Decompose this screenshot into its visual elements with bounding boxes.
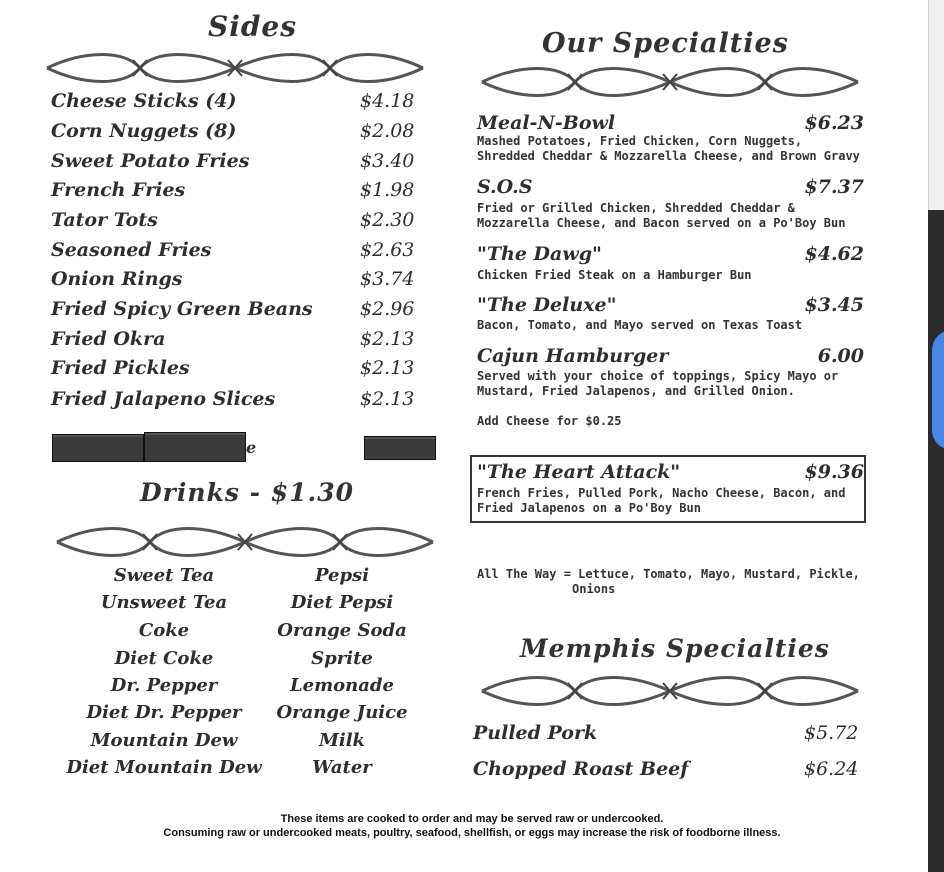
all-the-way-line2: Onions [572,582,616,596]
side-price: $2.13 [360,328,415,350]
specialty-name: "The Deluxe" [477,294,617,316]
drink-item: Diet Dr. Pepper [86,702,242,723]
memphis-item: Pulled Pork [473,722,598,744]
side-item: Fried Pickles [51,357,190,379]
specialties-title: Our Specialties [542,28,789,59]
disclaimer-line1: These items are cooked to order and may be served raw or undercooked. [280,813,664,825]
side-item: Cheese Sticks (4) [51,90,237,112]
side-item: Tator Tots [51,209,158,231]
drink-item: Sprite [311,648,373,669]
memphis-price: $6.24 [804,758,859,780]
memphis-item: Chopped Roast Beef [473,758,689,780]
specialty-description: Served with your choice of toppings, Spicy Mayo or Mustard, Fried Jalapenos, and Grilled Onion. [477,369,839,398]
specialty-description: Fried or Grilled Chicken, Shredded Cheddar & Mozzarella Cheese, and Bacon served on a Po'Boy Bun [477,201,846,230]
side-price: $3.40 [360,150,415,172]
side-item: Corn Nuggets (8) [51,120,237,142]
specialty-price: $6.23 [804,112,864,134]
specialty-description: Mashed Potatoes, Fried Chicken, Corn Nuggets, Shredded Cheddar & Mozzarella Cheese, and Brown Gravy [477,134,860,163]
specialty-name: Meal-N-Bowl [477,112,616,134]
specialty-price: $7.37 [804,176,864,198]
barbed-wire-divider-specialties [480,64,860,100]
drink-item: Pepsi [314,565,370,586]
drink-item: Coke [138,620,190,641]
specialty-name: Cajun Hamburger [477,345,669,367]
heart-attack-name: "The Heart Attack" [477,461,681,483]
side-price: $2.13 [360,357,415,379]
side-price: $1.98 [360,179,415,201]
side-price: $2.96 [360,298,415,320]
add-cheese-note: Add Cheese for $0.25 [477,414,622,428]
side-price: $3.74 [360,268,415,290]
drink-item: Milk [318,730,366,751]
window-edge [928,0,944,210]
side-price: $2.13 [360,388,415,410]
redacted-block [52,434,144,462]
disclaimer-line2: Consuming raw or undercooked meats, poultry, seafood, shellfish, or eggs may increase the risk of foodborne illness. [163,827,781,839]
specialty-name: "The Dawg" [477,243,602,265]
all-the-way-line1: All The Way = Lettuce, Tomato, Mayo, Mustard, Pickle, [477,567,860,581]
heart-attack-price: $9.36 [804,461,864,483]
heart-attack-description: French Fries, Pulled Pork, Nacho Cheese, Bacon, and Fried Jalapenos on a Po'Boy Bun [477,486,846,515]
sides-title: Sides [208,10,298,43]
specialty-description: Bacon, Tomato, and Mayo served on Texas Toast [477,318,803,332]
drink-item: Diet Pepsi [290,592,394,613]
drinks-title: Drinks - $1.30 [140,478,354,507]
barbed-wire-divider-memphis [480,673,860,709]
specialty-name: S.O.S [477,176,533,198]
side-item: French Fries [51,179,186,201]
drink-item: Diet Coke [114,648,214,669]
side-item: Fried Jalapeno Slices [51,388,276,410]
memphis-title: Memphis Specialties [520,634,830,663]
floating-button[interactable] [932,330,944,450]
drink-item: Mountain Dew [90,730,238,751]
side-item: Fried Spicy Green Beans [51,298,313,320]
redacted-block [364,436,436,460]
specialty-description: Chicken Fried Steak on a Hamburger Bun [477,268,752,282]
specialty-price: $4.62 [804,243,864,265]
drink-item: Diet Mountain Dew [66,757,262,778]
side-price: $2.63 [360,239,415,261]
side-price: $4.18 [360,90,415,112]
drink-item: Dr. Pepper [110,675,218,696]
redacted-block [144,432,246,462]
drink-item: Sweet Tea [113,565,215,586]
drink-item: Water [312,757,372,778]
side-item: Onion Rings [51,268,183,290]
memphis-price: $5.72 [804,722,859,744]
drink-item: Unsweet Tea [100,592,228,613]
drink-item: Orange Juice [276,702,408,723]
side-item: Fried Okra [51,328,166,350]
drink-item: Orange Soda [277,620,407,641]
partial-letter: e [246,438,257,457]
drink-item: Lemonade [290,675,394,696]
barbed-wire-divider-sides [45,50,425,86]
specialty-price: $3.45 [804,294,864,316]
side-item: Sweet Potato Fries [51,150,250,172]
barbed-wire-divider-drinks [55,524,435,560]
side-item: Seasoned Fries [51,239,212,261]
side-price: $2.30 [360,209,415,231]
specialty-price: 6.00 [817,345,864,367]
side-price: $2.08 [360,120,415,142]
